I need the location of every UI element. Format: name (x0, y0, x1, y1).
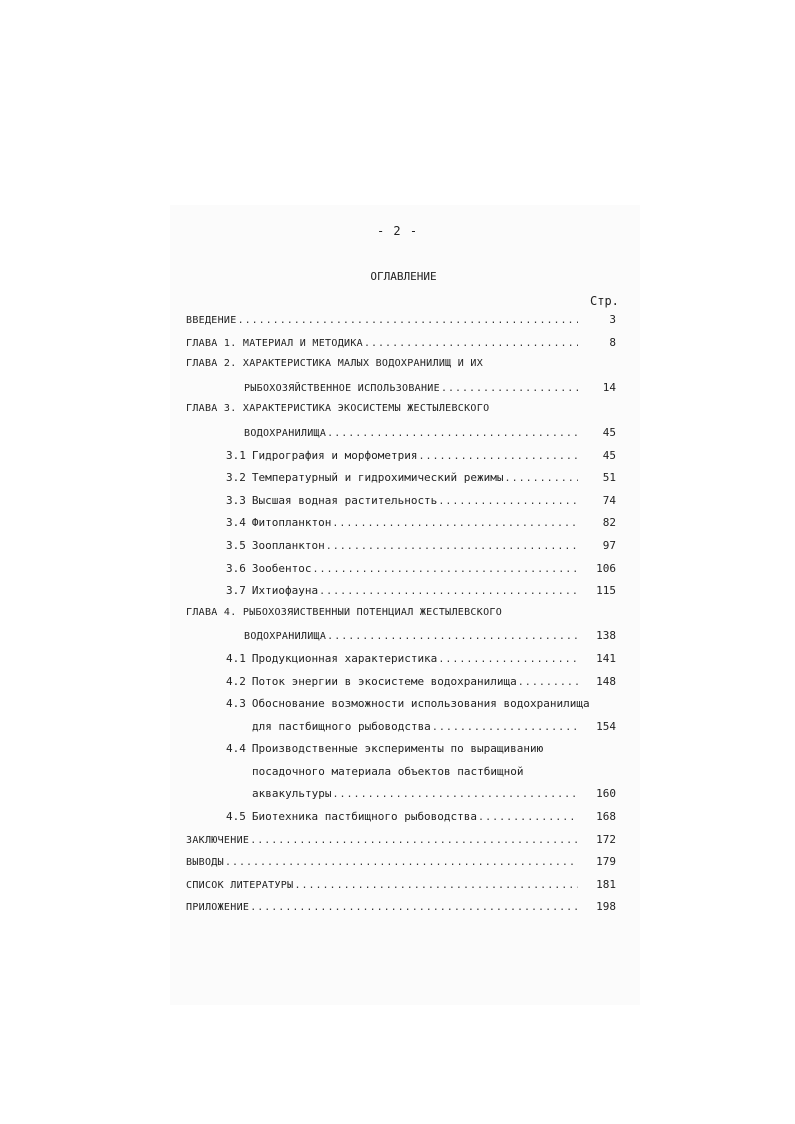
toc-entry-section-3-5[interactable] (186, 539, 616, 562)
dot-leader (418, 451, 578, 462)
toc-entry-page: 115 (596, 584, 616, 598)
dot-leader (327, 631, 578, 642)
toc-entry-page: 181 (596, 877, 616, 891)
toc-entry-title: Продукционная характеристика (251, 651, 438, 665)
toc-section-number: 3.4 (226, 516, 246, 530)
toc-entry-section-3-2[interactable] (186, 471, 616, 494)
toc-entry-title: Высшая водная растительность (251, 493, 438, 507)
toc-entry-title: ВОДОХРАНИЛИЩА (244, 631, 327, 643)
toc-entry-section-4-2[interactable] (186, 675, 616, 698)
toc-section-number: 3.5 (226, 538, 246, 552)
toc-section-number: 3.2 (226, 471, 246, 485)
toc-entry-title: Фитопланктон (251, 516, 332, 530)
dot-leader (438, 496, 578, 507)
toc-entry-page: 172 (596, 832, 616, 846)
toc-entry-page: 74 (602, 493, 616, 507)
toc-entry-page: 160 (596, 787, 616, 801)
page-column-label: Стр. (590, 294, 619, 308)
toc-entry-title: Зоопланктон (251, 538, 325, 552)
dot-leader (364, 338, 578, 349)
toc-entry-references[interactable] (186, 878, 616, 901)
toc-entry-title: Температурный и гидрохимический режимы (251, 471, 504, 485)
toc-entry-section-4-5[interactable] (186, 810, 616, 833)
toc-entry-page: 97 (602, 538, 616, 552)
toc-entry-findings[interactable] (186, 855, 616, 878)
dot-leader (518, 677, 578, 688)
toc-entry-title: РЫБОХОЗЯЙСТВЕННОЕ ИСПОЛЬЗОВАНИЕ (244, 382, 440, 394)
dot-leader (438, 654, 578, 665)
toc-entry-section-3-7[interactable] (186, 584, 616, 607)
toc-entry-title: аквакультуры (252, 787, 332, 801)
toc-entry-page: 106 (596, 561, 616, 575)
toc-entry-section-3-6[interactable] (186, 562, 616, 585)
toc-entry-appendix[interactable] (186, 900, 616, 923)
toc-entry-page: 51 (602, 471, 616, 485)
dot-leader (312, 564, 578, 575)
toc-entry-title: ПРИЛОЖЕНИЕ (186, 902, 250, 914)
toc-entry-title: ГЛАВА 4. РЫБОХОЗЯЙСТВЕННЫЙ ПОТЕНЦИАЛ ЖЕСТЫЛЕВСКОГО (186, 606, 503, 618)
toc-title: ОГЛАВЛЕНИЕ (370, 270, 437, 283)
toc-entry-page: 14 (602, 380, 616, 394)
toc-entry-page: 168 (596, 810, 616, 824)
toc-entry-title: ГЛАВА 2. ХАРАКТЕРИСТИКА МАЛЫХ ВОДОХРАНИЛИЩ И ИХ (186, 358, 484, 370)
toc-section-number: 4.2 (226, 674, 246, 688)
toc-entry-page: 3 (609, 313, 616, 326)
toc-section-number: 4.3 (226, 697, 246, 711)
toc-entry-page: 148 (596, 674, 616, 688)
toc-entry-title: Обоснование возможности использования водохранилища (251, 697, 590, 711)
dot-leader (478, 812, 578, 823)
dot-leader (327, 428, 578, 439)
toc-entry-section-3-3[interactable] (186, 494, 616, 517)
toc-entry-section-4-4[interactable] (186, 742, 616, 765)
toc-entry-title: Поток энергии в экосистеме водохранилища (251, 674, 517, 688)
toc-entry-chapter-1[interactable] (186, 336, 616, 359)
dot-leader (250, 835, 578, 846)
toc-entry-section-4-3[interactable] (186, 697, 616, 720)
toc-entry-chapter-4-cont[interactable] (186, 629, 616, 652)
dot-leader (505, 473, 578, 484)
page-number: - 2 - (376, 224, 419, 238)
dot-leader (326, 541, 578, 552)
toc-entry-section-4-4-cont[interactable] (186, 765, 616, 788)
toc-entry-chapter-2[interactable] (186, 358, 616, 381)
toc-entry-page: 82 (602, 516, 616, 530)
toc-section-number: 3.7 (226, 584, 246, 598)
toc-entry-title: ГЛАВА 3. ХАРАКТЕРИСТИКА ЭКОСИСТЕМЫ ЖЕСТЫЛЕВСКОГО (186, 403, 490, 415)
toc-entry-page: 179 (596, 855, 616, 869)
toc-entry-page: 141 (596, 651, 616, 665)
toc-section-number: 4.1 (226, 651, 246, 665)
toc-section-number: 3.6 (226, 561, 246, 575)
dot-leader (225, 857, 578, 868)
toc-section-number: 3.1 (226, 448, 246, 462)
toc-entry-title: ВВЕДЕНИЕ (186, 315, 237, 326)
toc-section-number: 3.3 (226, 493, 246, 507)
toc-entry-title: ГЛАВА 1. МАТЕРИАЛ И МЕТОДИКА (186, 337, 363, 349)
toc-entry-page: 8 (609, 335, 616, 349)
dot-leader (441, 383, 578, 394)
toc-entry-page: 45 (602, 448, 616, 462)
toc-entry-chapter-3-cont[interactable] (186, 426, 616, 449)
toc-entry-page: 45 (602, 425, 616, 439)
table-of-contents (186, 313, 616, 923)
toc-entry-title: ВОДОХРАНИЛИЩА (244, 427, 327, 439)
toc-entry-chapter-2-cont[interactable] (186, 381, 616, 404)
toc-entry-section-3-1[interactable] (186, 449, 616, 472)
toc-entry-title: Зообентос (251, 561, 312, 575)
toc-entry-section-3-4[interactable] (186, 516, 616, 539)
dot-leader (250, 902, 578, 913)
toc-entry-title: Биотехника пастбищного рыбоводства (251, 810, 478, 824)
toc-entry-section-4-3-cont[interactable] (186, 720, 616, 743)
toc-entry-title: Ихтиофауна (251, 584, 319, 598)
toc-entry-page: 198 (596, 900, 616, 914)
dot-leader (294, 880, 578, 891)
toc-entry-title: ВЫВОДЫ (186, 857, 224, 869)
dot-leader (432, 722, 578, 733)
toc-entry-title: Производственные эксперименты по выращиванию (251, 742, 544, 756)
toc-entry-chapter-4[interactable] (186, 607, 616, 630)
toc-entry-conclusion[interactable] (186, 833, 616, 856)
toc-section-number: 4.5 (226, 810, 246, 824)
dot-leader (238, 315, 578, 326)
toc-entry-page: 138 (596, 629, 616, 643)
toc-entry-page: 154 (596, 719, 616, 733)
toc-entry-title: СПИСОК ЛИТЕРАТУРЫ (186, 879, 294, 891)
toc-entry-section-4-1[interactable] (186, 652, 616, 675)
toc-section-number: 4.4 (226, 742, 246, 756)
toc-entry-title: Гидрография и морфометрия (251, 448, 418, 462)
toc-entry-title: ЗАКЛЮЧЕНИЕ (186, 834, 250, 846)
toc-entry-title: для пастбищного рыбоводства (252, 719, 431, 733)
dot-leader (332, 789, 578, 800)
toc-entry-title: посадочного материала объектов пастбищной (252, 764, 524, 778)
toc-entry-introduction[interactable] (186, 313, 616, 336)
toc-entry-chapter-3[interactable] (186, 403, 616, 426)
dot-leader (332, 518, 578, 529)
dot-leader (319, 586, 578, 597)
toc-entry-section-4-4-cont[interactable] (186, 787, 616, 810)
